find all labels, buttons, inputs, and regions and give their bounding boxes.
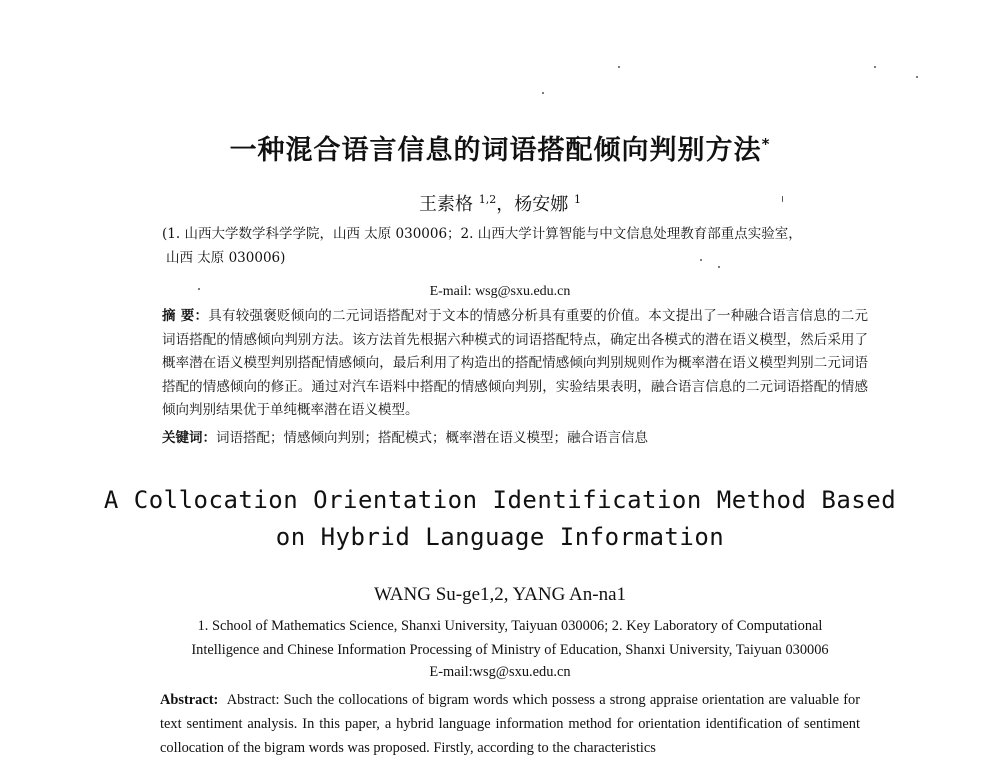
chinese-keywords [162,426,868,450]
author-1-affiliation-mark: 1,2 [478,193,497,206]
english-abstract-label: Abstract: [160,692,219,708]
scan-speckle [874,66,876,68]
title-footnote-mark: * [761,135,771,153]
chinese-affiliation-line-2: 山西 太原 030006) [166,250,286,266]
english-affiliation-line-1: 1. School of Mathematics Science, Shanxi University, Taiyuan 030006; 2. Key Laboratory of Computational [197,618,823,634]
english-affiliation-line-2: Intelligence and Chinese Information Processing of Ministry of Education, Shanxi University, Taiyuan 030006 [191,642,829,658]
chinese-affiliation [162,222,862,270]
english-affiliation [160,614,860,662]
scan-speckle [618,66,620,68]
chinese-abstract [162,305,868,423]
chinese-email: E-mail: wsg@sxu.edu.cn [429,284,571,299]
english-abstract [160,688,860,760]
chinese-keywords-label: 关键词： [162,430,216,446]
english-authors: WANG Su-ge1,2, YANG An-na1 [373,584,627,605]
english-title-line-2: on Hybrid Language Information [275,523,725,551]
chinese-affiliation-line-1: (1. 山西大学数学科学学院，山西 太原 030006；2. 山西大学计算智能与中文信息处理教育部重点实验室， [162,226,802,242]
english-abstract-text: Abstract: Such the collocations of bigram words which possess a strong appraise orientation are valuable for text sentiment analysis. In this paper, a hybrid language information method for orientation identification of sentiment collocation of the bigram words was proposed. Firstly, according to the characteristics [160,692,860,756]
chinese-keywords-text: 词语搭配；情感倾向判别；搭配模式；概率潜在语义模型；融合语言信息 [216,430,648,446]
chinese-title [0,128,1000,167]
english-title-line-1: A Collocation Orientation Identification Method Based [103,486,897,514]
author-separator: ， [496,194,515,215]
chinese-authors [0,190,1000,216]
author-1-name: 王素格 [419,194,474,215]
chinese-abstract-label: 摘 要： [162,308,209,324]
chinese-abstract-text: 具有较强褒贬倾向的二元词语搭配对于文本的情感分析具有重要的价值。本文提出了一种融合语言信息的二元词语搭配的情感倾向判别方法。该方法首先根据六种模式的词语搭配特点，确定出各模式的潜在语义模型，然后采用了概率潜在语义模型判别搭配情感倾向，最后利用了构造出的搭配情感倾向判别规则作为概率潜在语义模型判别二元词语搭配的情感倾向的修正。通过对汽车语料中搭配的情感倾向判别，实验结果表明，融合语言信息的二元词语搭配的情感倾向判别结果优于单纯概率潜在语义模型。 [162,308,869,419]
scan-speckle [916,76,918,78]
author-2-name: 杨安娜 [514,194,569,215]
english-title [0,482,1000,556]
author-2-affiliation-mark: 1 [573,193,581,206]
scan-speckle [542,92,544,94]
english-email: E-mail:wsg@sxu.edu.cn [429,664,571,680]
chinese-title-text: 一种混合语言信息的词语搭配倾向判别方法 [229,135,762,166]
